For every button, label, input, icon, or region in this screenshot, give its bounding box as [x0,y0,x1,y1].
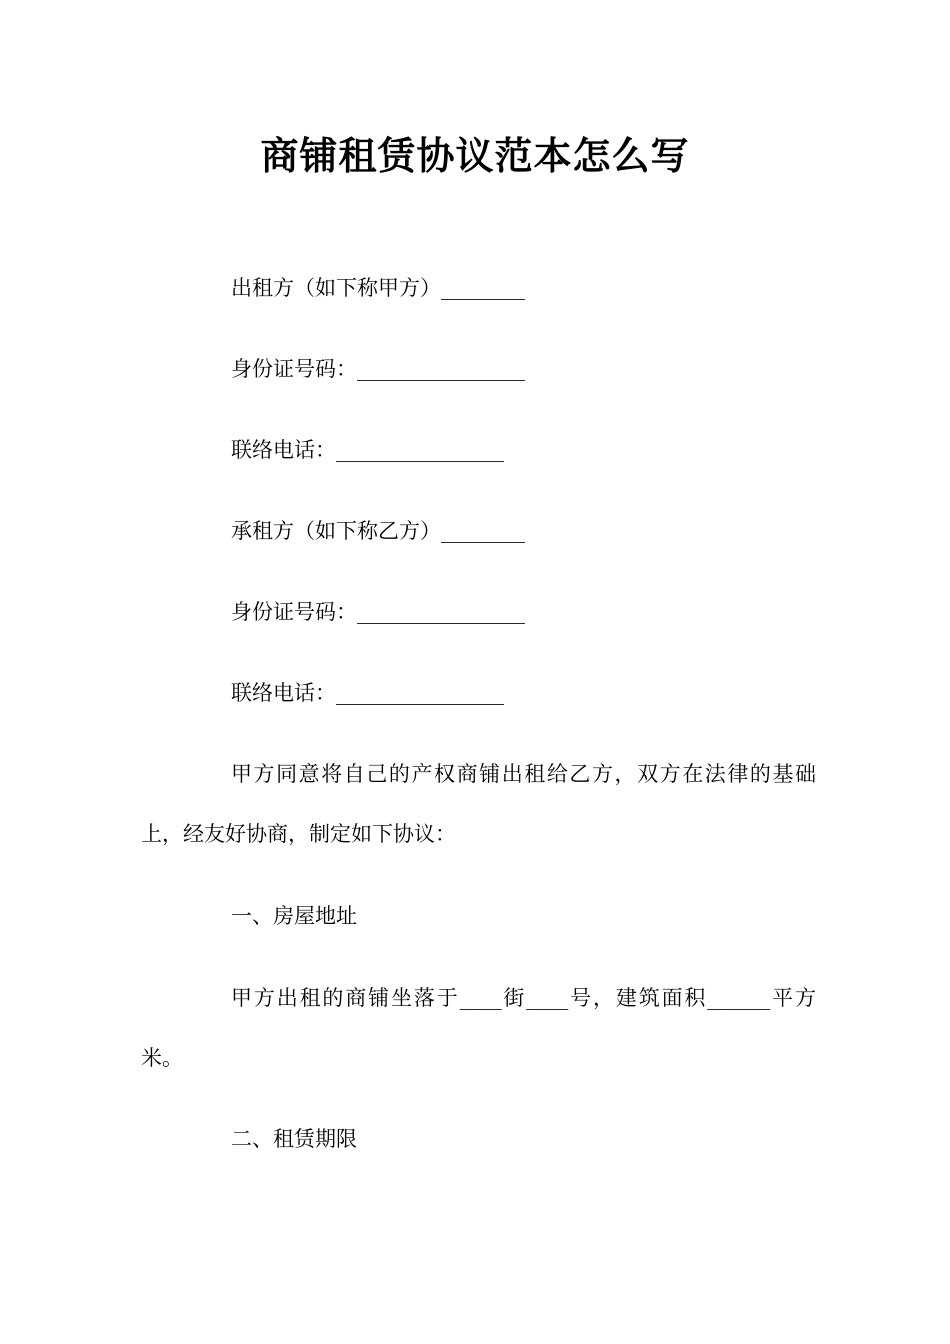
section-body: 甲方出租的商铺坐落于____街____号，建筑面积______平方米。 [141,986,816,1070]
intro-paragraph: 甲方同意将自己的产权商铺出租给乙方，双方在法律的基础上，经友好协商，制定如下协议： [141,762,816,846]
lessor-phone-line: 联络电话：________________ [231,438,504,462]
lessee-line: 承租方（如下称乙方）________ [231,519,525,543]
lessor-line: 出租方（如下称甲方）________ [231,276,525,300]
lessee-phone-line: 联络电话：________________ [231,681,504,705]
section-heading: 二、租赁期限 [231,1127,357,1151]
document-title: 商铺租赁协议范本怎么写 [260,134,690,178]
section-heading: 一、房屋地址 [231,904,357,928]
lessee-id-line: 身份证号码：________________ [231,600,525,624]
lessor-id-line: 身份证号码：________________ [231,357,525,381]
